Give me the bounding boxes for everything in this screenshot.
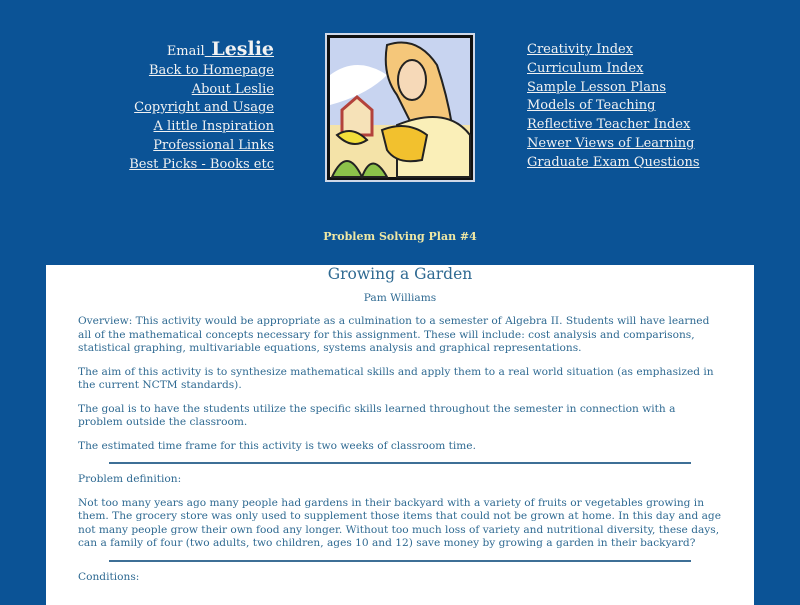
right-nav [527, 41, 700, 173]
back-to-homepage-link[interactable]: Back to Homepage [148, 62, 274, 78]
conditions-label: Conditions: [78, 570, 140, 583]
sample-lesson-plans-link[interactable]: Sample Lesson Plans [527, 79, 666, 95]
time-paragraph: The estimated time frame for this activity is two weeks of classroom time. [78, 439, 476, 452]
plan-heading: Problem Solving Plan #4 [323, 230, 477, 243]
best-picks-link[interactable]: Best Picks - Books etc [129, 156, 274, 172]
page-title: Growing a Garden [327, 265, 473, 283]
divider [109, 560, 691, 562]
problem-label: Problem definition: [78, 473, 182, 485]
email-label: Email [166, 44, 205, 59]
curriculum-index-link[interactable]: Curriculum Index [527, 60, 644, 76]
creativity-index-link[interactable]: Creativity Index [527, 42, 634, 57]
about-leslie-link[interactable]: About Leslie [191, 81, 274, 97]
left-nav [129, 40, 274, 175]
overview-paragraph: Overview: This activity would be appropriate as a culmination to a semester of Algebra II. Students will have learned all of the mathematical concepts necessary for this assignment. These will include: cost analysis and comparisons, statistical graphing, multivariable equations, systems analysis and graphical representations. [78, 315, 710, 354]
gardener-illustration [325, 33, 475, 182]
content-panel [46, 265, 754, 605]
aim-paragraph: The aim of this activity is to synthesize mathematical skills and apply them to a real world situation (as emphasized in the current NCTM standards). [78, 365, 714, 391]
professional-links-link[interactable]: Professional Links [153, 137, 274, 153]
graduate-exam-link[interactable]: Graduate Exam Questions [527, 154, 700, 170]
divider [109, 462, 691, 464]
reflective-teacher-index-link[interactable]: Reflective Teacher Index [527, 117, 691, 133]
inspiration-link[interactable]: A little Inspiration [153, 119, 274, 135]
newer-views-link[interactable]: Newer Views of Learning [527, 135, 695, 151]
goal-paragraph: The goal is to have the students utilize the specific skills learned throughout the semester in connection with a problem outside the classroom. [78, 402, 676, 428]
models-of-teaching-link[interactable]: Models of Teaching [527, 98, 656, 114]
email-leslie-link[interactable]: Leslie [211, 38, 274, 60]
copyright-link[interactable]: Copyright and Usage [134, 100, 274, 116]
author: Pam Williams [363, 291, 437, 304]
email-row [129, 40, 274, 62]
problem-paragraph: Not too many years ago many people had gardens in their backyard with a variety of fruits or vegetables growing in them. The grocery store was only used to supplement those items that could not be grown at home. In this day and age not many people grow their own food any longer. Without too much loss of variety and nutritional diversity, these days, can a family of four (two adults, two children, ages 10 and 12) save money by growing a garden in their backyard? [78, 496, 721, 549]
